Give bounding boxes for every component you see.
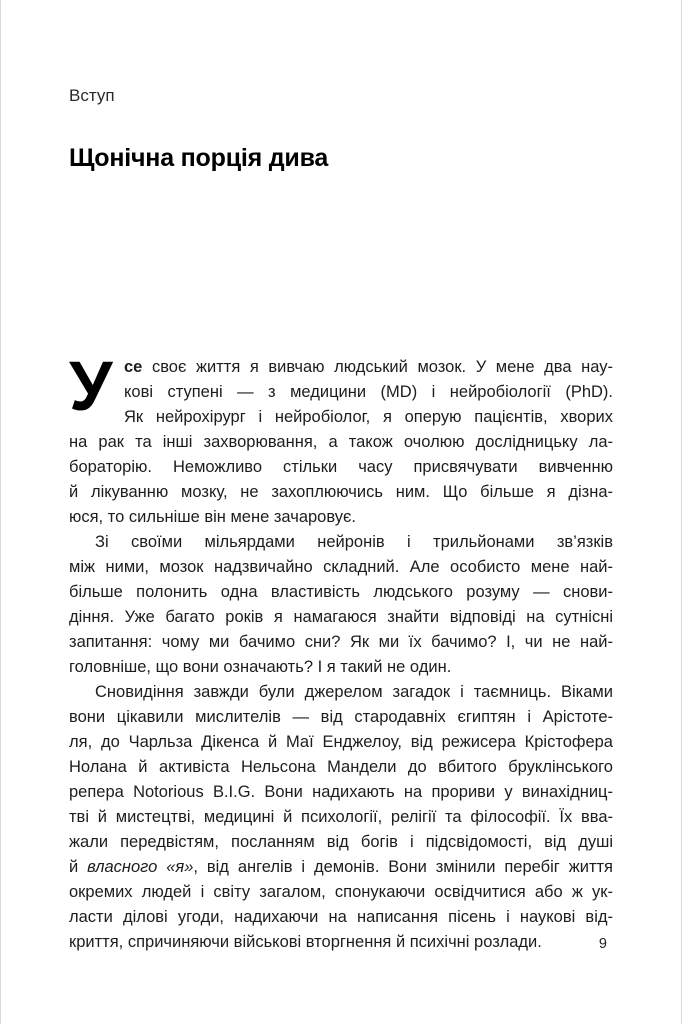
text-line [69,680,613,705]
text-run: тві й мистецтві, медицині й психології, релігії та філософії. Їх вва- [69,808,613,826]
text-line [69,605,613,630]
paragraph [69,680,613,955]
paragraph [69,530,613,680]
drop-cap: У [69,347,113,425]
text-line [69,580,613,605]
text-run: й лікуванню мозку, не захоплюючись ним. Що більше я дізна- [69,483,613,501]
paragraph [69,347,613,530]
text-line [69,530,613,555]
body-text [69,347,613,955]
text-run: Зі своїми мільярдами нейронів і трильйонами зв’язків [95,533,613,551]
text-line [69,655,613,680]
dropcap-indented-lines [124,355,613,430]
text-run: й [69,858,88,876]
italic-text: власного «я» [87,858,194,876]
text-line [69,505,613,530]
text-line [69,480,613,505]
text-line [69,730,613,755]
text-run: ласти ділові угоди, надихаючи на написання пісень і наукові від- [69,908,613,926]
text-line [69,705,613,730]
text-run: запитання: чому ми бачимо сни? Як ми їх бачимо? І, чи не най- [69,633,613,651]
text-line [69,755,613,780]
text-run: Сновидіння завжди були джерелом загадок і таємниць. Віками [95,683,613,701]
text-run: вони цікавили мислителів — від стародавніх єгиптян і Арістоте- [69,708,613,726]
text-run: Нолана й активіста Нельсона Мандели до вбитого бруклінського [69,758,613,776]
text-run: репера Notorious B.I.G. Вони надихають на прориви у винахідниц- [69,783,613,801]
text-line [69,930,613,955]
text-run: , від ангелів і демонів. Вони змінили перебіг життя [193,858,613,876]
text-line [69,780,613,805]
text-line [124,355,613,380]
text-run: між ними, мозок надзвичайно складний. Але особисто мене най- [69,558,613,576]
page-number: 9 [598,936,607,952]
text-run: на рак та інші захворювання, а також очолюю дослідницьку ла- [69,433,613,451]
text-run: більше полонить одна властивість людського розуму — снови- [69,583,613,601]
text-line [69,805,613,830]
text-run: кові ступені — з медицини (MD) і нейробіології (PhD). [124,383,613,401]
text-line [124,405,613,430]
text-run: окремих людей і світу загалом, спонукаючи освідчитися або ж ук- [69,883,613,901]
text-run: діння. Уже багато років я намагаюся знайти відповіді на сутнісні [69,608,613,626]
bold-text: се [124,358,143,376]
text-run: головніше, що вони означають? І я такий не один. [69,658,452,676]
text-run: жали передвістям, посланням від богів і підсвідомості, від душі [69,833,613,851]
chapter-label: Вступ [69,86,115,105]
text-line [69,430,613,455]
text-line [69,855,613,880]
text-line [69,880,613,905]
text-line [69,905,613,930]
text-run: ля, до Чарльза Дікенса й Маї Енджелоу, від режисера Крістофера [69,733,613,751]
text-line [69,455,613,480]
text-line [69,830,613,855]
text-run: криття, спричиняючи військові вторгнення й психічні розлади. [69,933,542,951]
text-run: Як нейрохірург і нейробіолог, я оперую пацієнтів, хворих [124,408,613,426]
text-line [69,630,613,655]
text-line [69,555,613,580]
text-line [124,380,613,405]
text-run: юся, то сильніше він мене зачаровує. [69,508,357,526]
text-run: своє життя я вивчаю людський мозок. У мене два нау- [142,358,613,376]
page-title: Щонічна порція дива [69,144,329,172]
text-run: бораторію. Неможливо стільки часу присвячувати вивченню [69,458,613,476]
